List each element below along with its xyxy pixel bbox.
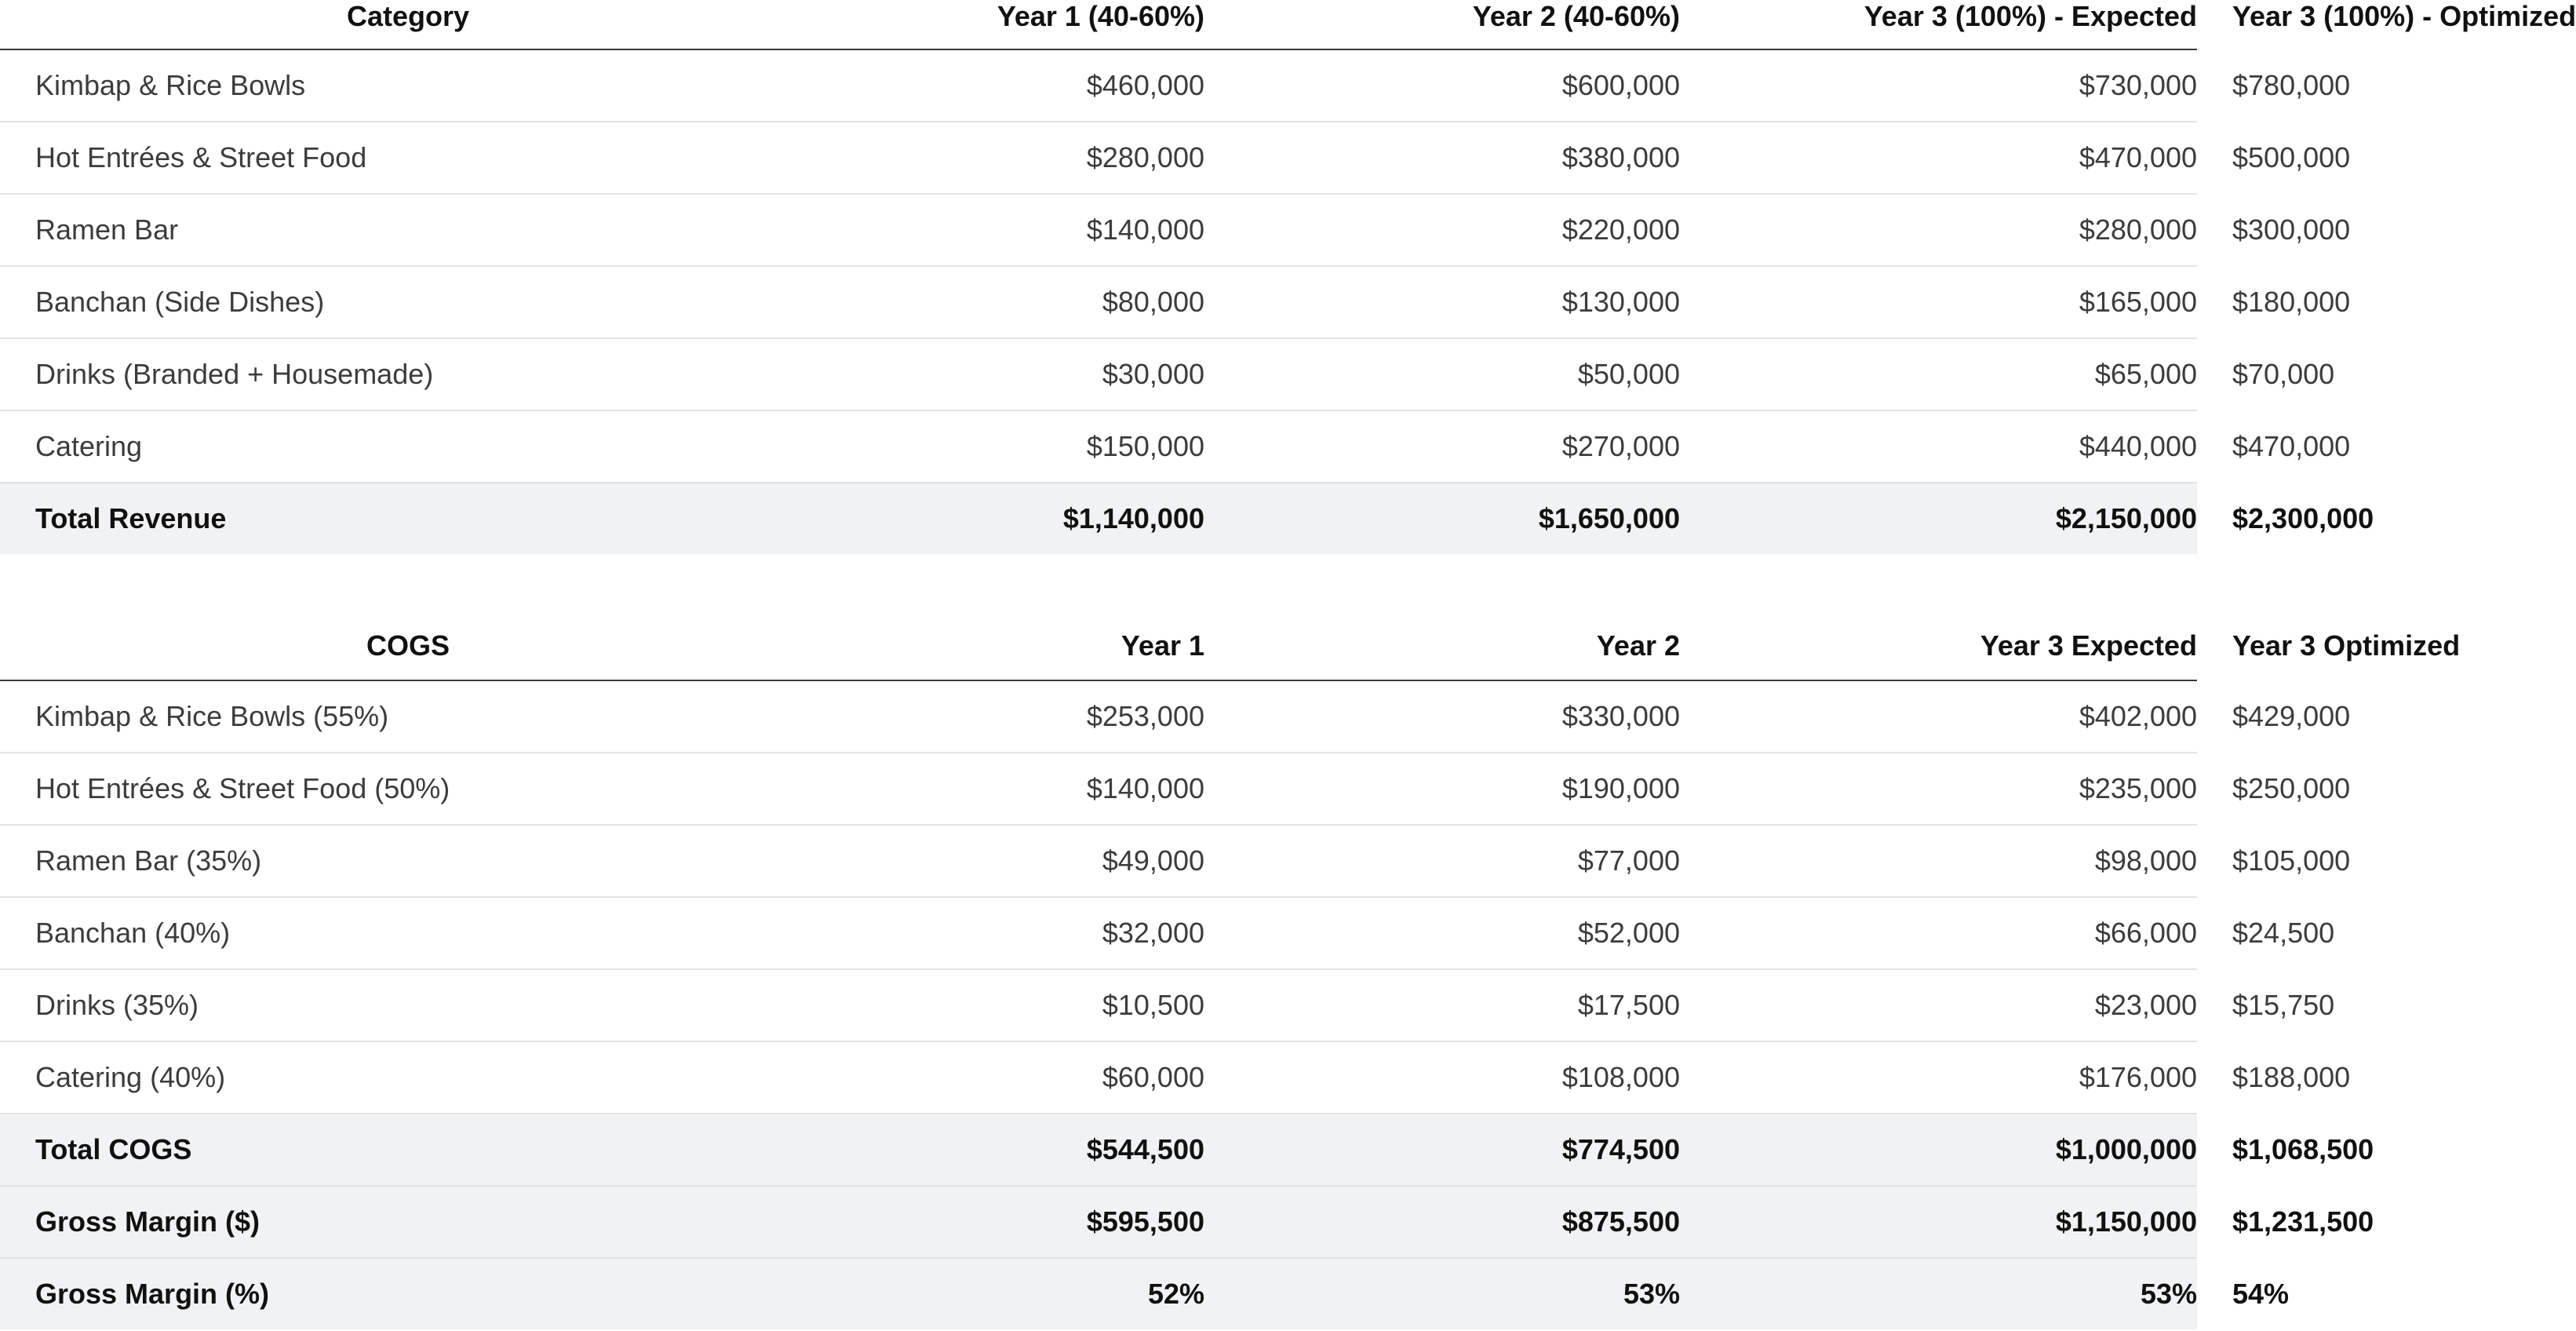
revenue-header-row: Category Year 1 (40-60%) Year 2 (40-60%) Year 3 (100%) - Expected Year 3 (100%) - Optimized [0,0,2197,49]
col-header-year2: Year 2 [1204,592,1680,680]
cell-value: $280,000 [1680,194,2197,266]
row-label: Total COGS [0,1114,816,1186]
cell-value: $1,140,000 [816,483,1204,554]
revenue-row: Ramen Bar $140,000 $220,000 $280,000 $300,000 [0,194,2197,266]
cell-value: $380,000 [1204,122,1680,194]
row-label: Kimbap & Rice Bowls (55%) [0,680,816,753]
cell-value: $190,000 [1204,753,1680,825]
cell-value: $2,150,000 [1680,483,2197,554]
cell-value: $32,000 [816,897,1204,969]
col-header-year1: Year 1 [816,592,1204,680]
row-label: Hot Entrées & Street Food [0,122,816,194]
revenue-row: Kimbap & Rice Bowls $460,000 $600,000 $730,000 $780,000 [0,49,2197,122]
cell-value: $220,000 [1204,194,1680,266]
cell-value: $235,000 [1680,753,2197,825]
revenue-row: Drinks (Branded + Housemade) $30,000 $50,000 $65,000 $70,000 [0,338,2197,410]
cell-value: $1,150,000 [1680,1186,2197,1258]
section-spacer [0,554,2197,592]
cogs-row: Ramen Bar (35%) $49,000 $77,000 $98,000 $105,000 [0,825,2197,897]
row-label: Total Revenue [0,483,816,554]
col-header-year2: Year 2 (40-60%) [1204,0,1680,49]
col-header-year3-expected: Year 3 Expected [1680,592,2197,680]
row-label: Catering [0,410,816,483]
cell-value: $66,000 [1680,897,2197,969]
cell-value: $440,000 [1680,410,2197,483]
cell-value: $470,000 [1680,122,2197,194]
cogs-row: Catering (40%) $60,000 $108,000 $176,000 $188,000 [0,1041,2197,1114]
cell-value: $80,000 [816,266,1204,338]
cell-value: $253,000 [816,680,1204,753]
revenue-row: Hot Entrées & Street Food $280,000 $380,000 $470,000 $500,000 [0,122,2197,194]
cell-value: $23,000 [1680,969,2197,1041]
row-label: Hot Entrées & Street Food (50%) [0,753,816,825]
col-header-year3-expected: Year 3 (100%) - Expected [1680,0,2197,49]
cell-value: $600,000 [1204,49,1680,122]
row-label: Ramen Bar (35%) [0,825,816,897]
row-label: Catering (40%) [0,1041,816,1114]
row-label: Gross Margin (%) [0,1258,816,1329]
row-label: Kimbap & Rice Bowls [0,49,816,122]
cell-value: $150,000 [816,410,1204,483]
total-revenue-row: Total Revenue $1,140,000 $1,650,000 $2,150,000 $2,300,000 [0,483,2197,554]
cell-value: $330,000 [1204,680,1680,753]
cell-value: $77,000 [1204,825,1680,897]
cell-value: $140,000 [816,194,1204,266]
gross-margin-dollar-row: Gross Margin ($) $595,500 $875,500 $1,150,000 $1,231,500 [0,1186,2197,1258]
row-label: Banchan (40%) [0,897,816,969]
total-cogs-row: Total COGS $544,500 $774,500 $1,000,000 $1,068,500 [0,1114,2197,1186]
cell-value: $544,500 [816,1114,1204,1186]
row-label: Ramen Bar [0,194,816,266]
row-label: Drinks (Branded + Housemade) [0,338,816,410]
row-label: Gross Margin ($) [0,1186,816,1258]
cell-value: $52,000 [1204,897,1680,969]
cell-value: $65,000 [1680,338,2197,410]
cogs-header-row: COGS Year 1 Year 2 Year 3 Expected Year 3 Optimized [0,592,2197,680]
col-header-cogs: COGS [0,592,816,680]
cell-value: $165,000 [1680,266,2197,338]
row-label: Drinks (35%) [0,969,816,1041]
cell-value: $774,500 [1204,1114,1680,1186]
cell-value: $98,000 [1680,825,2197,897]
cell-value: $1,000,000 [1680,1114,2197,1186]
cell-value: $875,500 [1204,1186,1680,1258]
cell-value: $595,500 [816,1186,1204,1258]
cell-value: $10,500 [816,969,1204,1041]
cell-value: $50,000 [1204,338,1680,410]
revenue-row: Banchan (Side Dishes) $80,000 $130,000 $165,000 $180,000 [0,266,2197,338]
cogs-row: Drinks (35%) $10,500 $17,500 $23,000 $15,750 [0,969,2197,1041]
col-header-category: Category [0,0,816,49]
cell-value: $176,000 [1680,1041,2197,1114]
cell-value: $140,000 [816,753,1204,825]
cell-value: 53% [1680,1258,2197,1329]
cell-value: 53% [1204,1258,1680,1329]
cell-value: $49,000 [816,825,1204,897]
revenue-row: Catering $150,000 $270,000 $440,000 $470,000 [0,410,2197,483]
col-header-year1: Year 1 (40-60%) [816,0,1204,49]
cell-value: 52% [816,1258,1204,1329]
cell-value: $1,650,000 [1204,483,1680,554]
cell-value: $108,000 [1204,1041,1680,1114]
cell-value: $17,500 [1204,969,1680,1041]
cell-value: $402,000 [1680,680,2197,753]
cell-value: $460,000 [816,49,1204,122]
cell-value: $270,000 [1204,410,1680,483]
cogs-row: Banchan (40%) $32,000 $52,000 $66,000 $24,500 [0,897,2197,969]
cogs-row: Hot Entrées & Street Food (50%) $140,000 $190,000 $235,000 $250,000 [0,753,2197,825]
gross-margin-percent-row: Gross Margin (%) 52% 53% 53% 54% [0,1258,2197,1329]
cogs-row: Kimbap & Rice Bowls (55%) $253,000 $330,000 $402,000 $429,000 [0,680,2197,753]
cell-value: $30,000 [816,338,1204,410]
cell-value: $130,000 [1204,266,1680,338]
row-label: Banchan (Side Dishes) [0,266,816,338]
cell-value: $730,000 [1680,49,2197,122]
cell-value: $280,000 [816,122,1204,194]
cell-value: $60,000 [816,1041,1204,1114]
